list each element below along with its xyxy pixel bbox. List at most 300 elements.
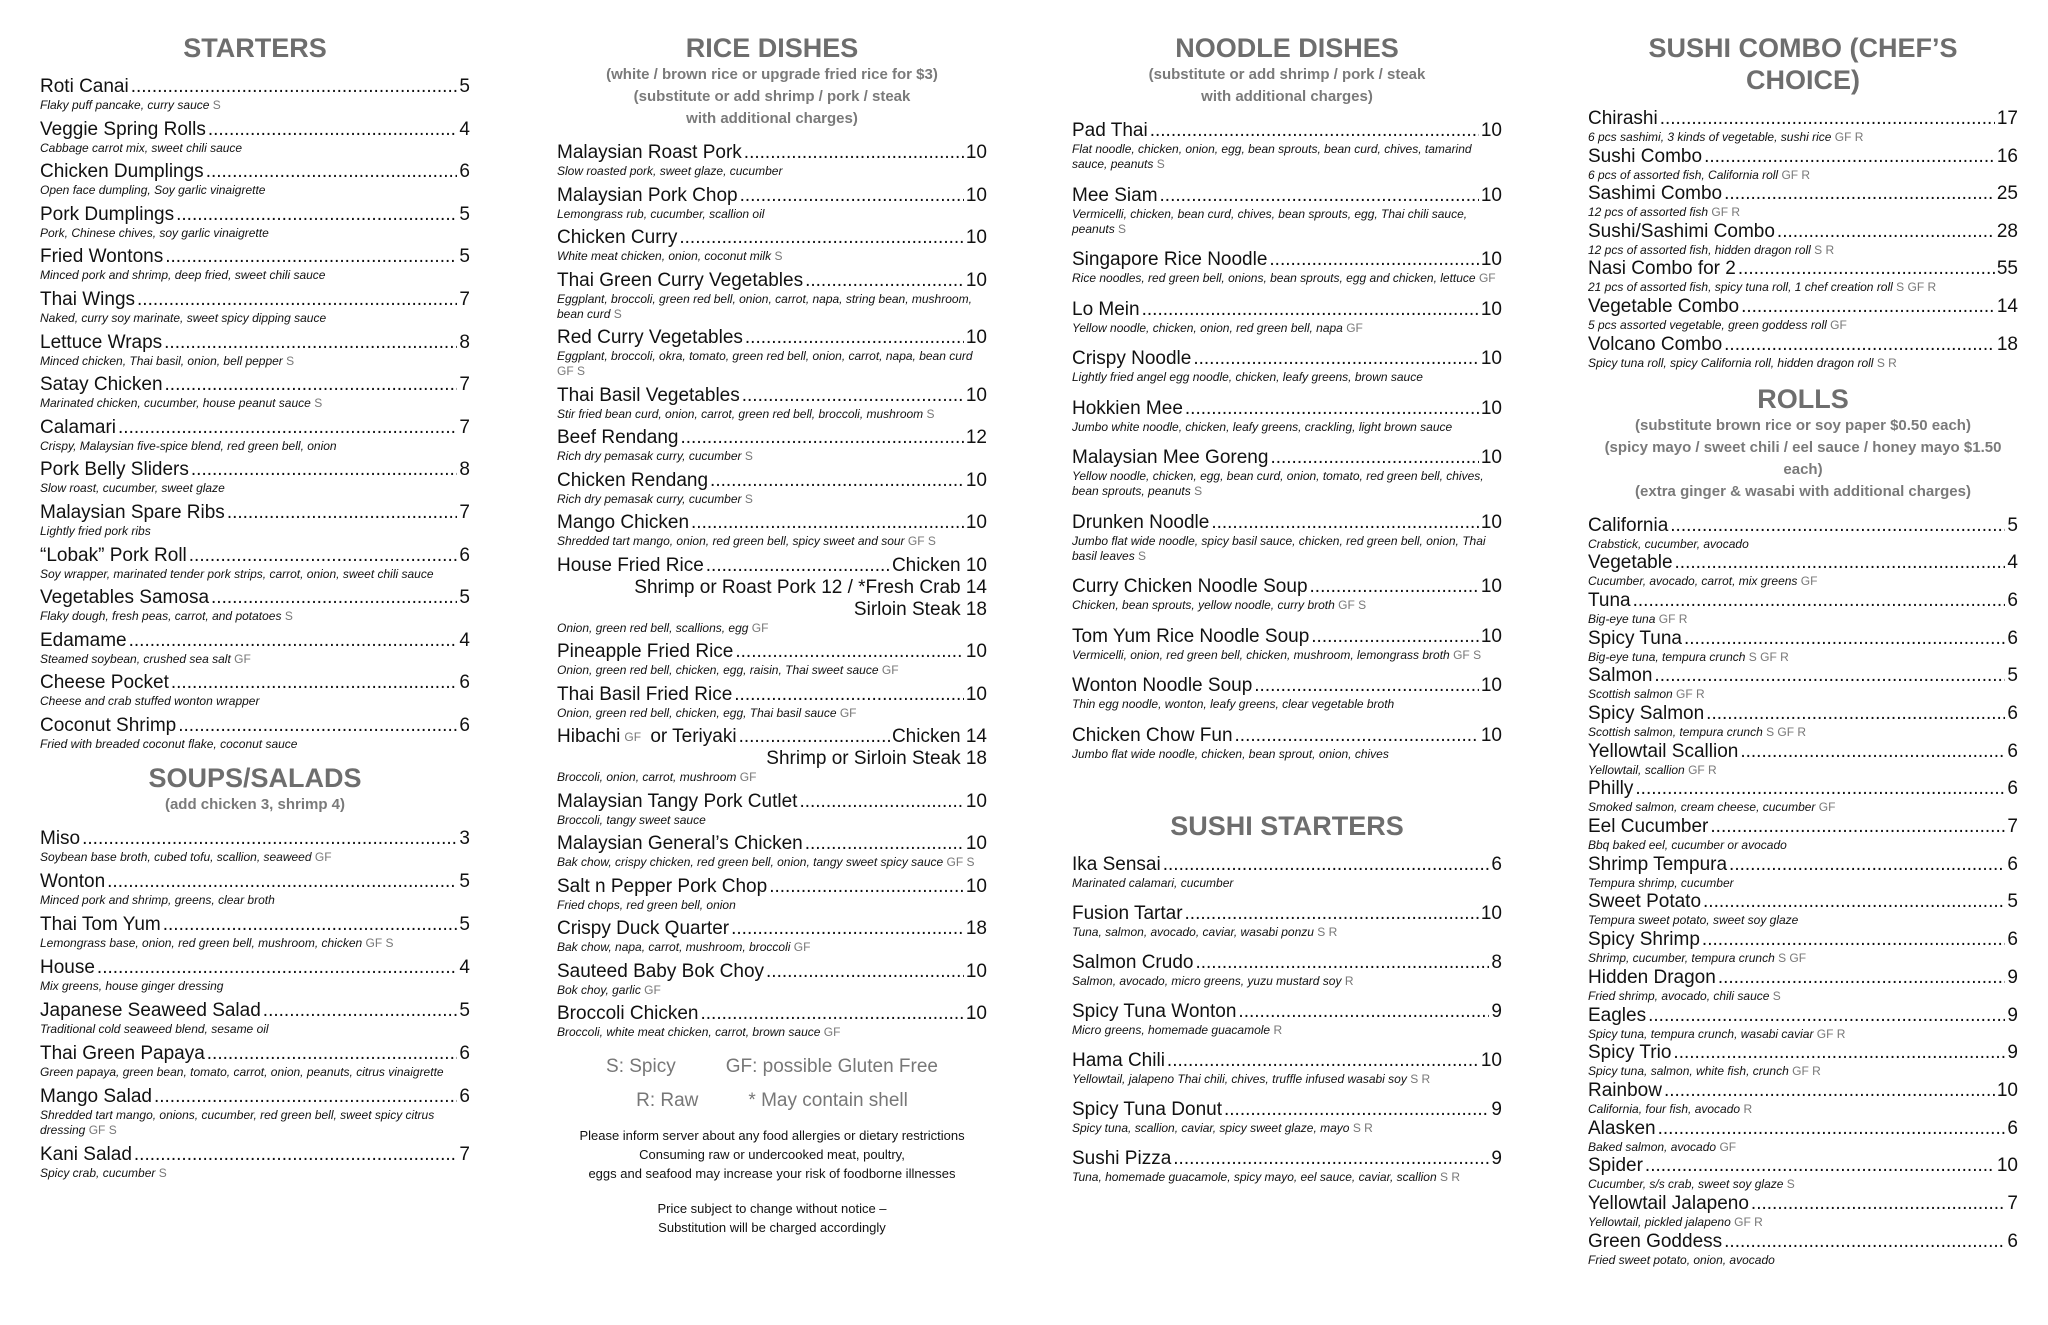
dot-leader bbox=[165, 246, 457, 268]
item-description-text: Rich dry pemasak curry, cucumber bbox=[557, 449, 742, 463]
item-name: Thai Basil Fried Rice bbox=[557, 683, 733, 705]
item-name-row bbox=[1072, 725, 1502, 747]
item-description bbox=[1588, 318, 2018, 333]
item-description bbox=[40, 1166, 470, 1181]
item-price: 28 bbox=[1996, 220, 2018, 242]
item-description-text: Pork, Chinese chives, soy garlic vinaigrette bbox=[40, 225, 269, 240]
item-description-text: Vermicelli, chicken, bean curd, chives, bean sprouts, egg, Thai chili sauce, peanuts bbox=[1072, 206, 1468, 236]
menu-item bbox=[557, 185, 987, 222]
item-price: 10 bbox=[1480, 675, 1502, 696]
item-name-row bbox=[40, 161, 470, 183]
item-name-row bbox=[1588, 552, 2018, 574]
item-price: 8 bbox=[459, 459, 470, 481]
item-price: Chicken 14 bbox=[891, 726, 987, 747]
item-price: 10 bbox=[1480, 902, 1502, 924]
item-name: Japanese Seaweed Salad bbox=[40, 999, 261, 1021]
item-description-text: Vermicelli, onion, red green bell, chicken, mushroom, lemongrass broth bbox=[1072, 647, 1450, 662]
item-description bbox=[1588, 800, 2018, 815]
item-diet-tags: S bbox=[284, 609, 293, 624]
item-name-row bbox=[40, 1000, 470, 1022]
dot-leader bbox=[1729, 854, 2005, 876]
item-name-row bbox=[40, 715, 470, 737]
item-price: 10 bbox=[965, 142, 987, 163]
menu-item bbox=[1588, 1193, 2018, 1230]
dot-leader bbox=[1185, 398, 1479, 420]
item-description bbox=[1588, 168, 2018, 183]
item-description bbox=[1072, 321, 1502, 336]
item-price: 10 bbox=[1480, 249, 1502, 270]
item-name: Chicken Curry bbox=[557, 227, 678, 248]
item-name-row bbox=[557, 961, 987, 983]
menu-item bbox=[1588, 1155, 2018, 1192]
item-price: 6 bbox=[2007, 627, 2018, 649]
menu-item bbox=[40, 957, 470, 994]
dot-leader bbox=[1269, 249, 1478, 271]
item-name-row bbox=[1588, 221, 2018, 243]
section-subtitle: (spicy mayo / sweet chili / eel sauce / honey mayo $1.50 each) bbox=[1604, 438, 2002, 478]
menu-item bbox=[1072, 1148, 1502, 1185]
menu-item bbox=[1588, 703, 2018, 740]
menu-item bbox=[557, 327, 987, 379]
item-price: 10 bbox=[1480, 576, 1502, 597]
item-description-text: Spicy tuna, scallion, caviar, spicy sweet glaze, mayo bbox=[1072, 1120, 1350, 1135]
item-description-text: 5 pcs assorted vegetable, green goddess roll bbox=[1588, 317, 1827, 332]
item-description bbox=[1072, 1170, 1502, 1185]
dot-leader bbox=[805, 833, 964, 855]
menu-item bbox=[557, 791, 987, 828]
item-name-row bbox=[40, 914, 470, 936]
item-diet-tags: GF S bbox=[946, 855, 975, 869]
menu-item bbox=[40, 1086, 470, 1138]
item-name: Malaysian General’s Chicken bbox=[557, 833, 803, 854]
item-name: Eel Cucumber bbox=[1588, 816, 1709, 838]
item-name: Vegetable Combo bbox=[1588, 295, 1740, 317]
item-description bbox=[557, 249, 987, 264]
item-description-text: 12 pcs of assorted fish bbox=[1588, 205, 1709, 220]
menu-item bbox=[1588, 183, 2018, 220]
menu-item bbox=[1588, 334, 2018, 371]
menu-item bbox=[1072, 675, 1502, 712]
item-name: Nasi Combo for 2 bbox=[1588, 258, 1736, 280]
item-description-text: Onion, green red bell, scallions, egg bbox=[557, 620, 749, 635]
item-description bbox=[1588, 913, 2018, 928]
item-price: 7 bbox=[459, 374, 470, 396]
dot-leader bbox=[1710, 816, 2005, 838]
dot-leader bbox=[118, 417, 457, 439]
item-name: “Lobak” Pork Roll bbox=[40, 544, 187, 566]
item-name-row bbox=[1588, 628, 2018, 650]
item-name: Tuna bbox=[1588, 589, 1631, 611]
menu-item bbox=[1588, 929, 2018, 966]
dot-leader bbox=[1660, 108, 1995, 130]
menu-item bbox=[557, 684, 987, 721]
dot-leader bbox=[1270, 447, 1478, 469]
item-price: 5 bbox=[459, 246, 470, 268]
item-diet-tags: S R bbox=[1439, 1169, 1460, 1184]
item-price: 10 bbox=[965, 269, 987, 291]
item-diet-tags: GF R bbox=[1734, 1214, 1763, 1229]
item-diet-tags: S R bbox=[1876, 355, 1897, 370]
item-name: Thai Tom Yum bbox=[40, 913, 161, 935]
item-description-text: Crispy, Malaysian five-spice blend, red green bell, onion bbox=[40, 438, 337, 453]
item-description-text: Broccoli, tangy sweet sauce bbox=[557, 812, 706, 827]
menu-section bbox=[40, 762, 470, 1181]
notice-line: eggs and seafood may increase your risk of foodborne illnesses bbox=[588, 1166, 956, 1181]
item-name: Lettuce Wraps bbox=[40, 331, 163, 353]
item-name: Edamame bbox=[40, 629, 127, 651]
item-description-text: Jumbo flat wide noodle, chicken, bean sprout, onion, chives bbox=[1072, 746, 1389, 761]
dot-leader bbox=[1684, 628, 2005, 650]
menu-item bbox=[557, 726, 987, 785]
item-name-row bbox=[1072, 1099, 1502, 1121]
item-name-row bbox=[1588, 703, 2018, 725]
menu-item bbox=[1072, 447, 1502, 499]
item-name-row bbox=[1588, 854, 2018, 876]
item-name: Coconut Shrimp bbox=[40, 714, 177, 736]
item-name: Thai Basil Vegetables bbox=[557, 384, 740, 406]
item-description bbox=[40, 481, 470, 496]
item-description bbox=[1072, 974, 1502, 989]
item-name-row bbox=[40, 204, 470, 226]
item-price: 8 bbox=[459, 331, 470, 353]
menu-item bbox=[1072, 398, 1502, 435]
item-name: Salmon Crudo bbox=[1072, 951, 1194, 973]
menu-item bbox=[557, 512, 987, 549]
item-price: 10 bbox=[1480, 1049, 1502, 1071]
item-name-row bbox=[557, 185, 987, 207]
item-diet-tags: GF bbox=[739, 770, 757, 784]
dot-leader bbox=[1704, 146, 1995, 168]
item-description-text: Bbq baked eel, cucumber or avocado bbox=[1588, 838, 1787, 853]
item-name-row bbox=[40, 672, 470, 694]
dot-leader bbox=[107, 871, 457, 893]
item-name: Satay Chicken bbox=[40, 374, 163, 396]
item-price: 3 bbox=[459, 827, 470, 849]
item-price: 6 bbox=[2007, 1230, 2018, 1252]
legend-entry: S: Spicy bbox=[606, 1056, 676, 1077]
item-diet-tags: S bbox=[1786, 1177, 1795, 1192]
menu-item bbox=[1072, 348, 1502, 385]
item-price: 9 bbox=[2007, 1004, 2018, 1026]
menu-item bbox=[40, 204, 470, 241]
section-subtitle: (substitute or add shrimp / pork / steak bbox=[633, 88, 911, 105]
item-diet-tags: GF bbox=[644, 982, 661, 997]
section-title: SOUPS/SALADS bbox=[148, 762, 362, 793]
item-diet-tags: R bbox=[1344, 973, 1354, 988]
dot-leader bbox=[734, 684, 964, 706]
item-price: 10 bbox=[965, 184, 987, 206]
item-description-text: Jumbo white noodle, chicken, leafy greens, crackling, light brown sauce bbox=[1072, 419, 1453, 434]
item-name-row bbox=[1588, 1042, 2018, 1064]
item-price: 10 bbox=[1480, 724, 1502, 746]
menu-section bbox=[1072, 32, 1502, 762]
item-description bbox=[557, 407, 987, 422]
item-description-text: Rice noodles, red green bell, onions, bean sprouts, egg and chicken, lettuce bbox=[1072, 271, 1476, 285]
dot-leader bbox=[1706, 703, 2005, 725]
item-description bbox=[40, 936, 470, 951]
item-description bbox=[1588, 205, 2018, 220]
item-name: Spicy Salmon bbox=[1588, 703, 1705, 724]
menu-item bbox=[1588, 1231, 2018, 1268]
menu-item bbox=[557, 142, 987, 179]
dot-leader bbox=[1738, 258, 1995, 280]
menu-column-4 bbox=[1588, 32, 2018, 1268]
item-price: 5 bbox=[2007, 665, 2018, 687]
dot-leader bbox=[134, 1144, 458, 1166]
item-price: 9 bbox=[2007, 1042, 2018, 1064]
item-description bbox=[1588, 650, 2018, 665]
dot-leader bbox=[679, 227, 963, 249]
item-diet-tags: S bbox=[212, 98, 221, 112]
item-price: 6 bbox=[459, 1042, 470, 1064]
item-description bbox=[40, 893, 470, 908]
item-price: 5 bbox=[2007, 891, 2018, 913]
dot-leader bbox=[1235, 725, 1479, 747]
menu-item bbox=[557, 1003, 987, 1040]
item-name-row bbox=[1588, 778, 2018, 800]
item-price: 18 bbox=[1996, 333, 2018, 355]
menu-section bbox=[1588, 383, 2018, 1268]
item-name-row bbox=[1588, 816, 2018, 838]
item-price: 9 bbox=[1491, 1000, 1502, 1022]
item-description bbox=[1072, 598, 1502, 613]
item-name-row bbox=[557, 427, 987, 449]
dot-leader bbox=[1163, 854, 1490, 876]
item-description bbox=[40, 652, 470, 667]
menu-item bbox=[1072, 249, 1502, 286]
menu-item bbox=[40, 417, 470, 454]
menu-item bbox=[40, 914, 470, 951]
dot-leader bbox=[137, 289, 457, 311]
item-name: Thai Green Curry Vegetables bbox=[557, 269, 804, 291]
item-diet-tags: S bbox=[926, 406, 935, 421]
menu-item bbox=[1588, 552, 2018, 589]
menu-item bbox=[1588, 296, 2018, 333]
menu-item bbox=[1588, 778, 2018, 815]
menu-item bbox=[40, 289, 470, 326]
item-diet-tags: GF R bbox=[1658, 611, 1688, 626]
item-description-text: Cucumber, s/s crab, sweet soy glaze bbox=[1588, 1177, 1784, 1192]
item-description bbox=[557, 621, 987, 636]
item-name-row bbox=[40, 871, 470, 893]
item-name: Spicy Tuna Wonton bbox=[1072, 1000, 1237, 1022]
item-description-text: Slow roast, cucumber, sweet glaze bbox=[40, 481, 225, 496]
item-name-row bbox=[557, 833, 987, 855]
item-diet-tags: GF R bbox=[1834, 130, 1864, 144]
item-description-text: White meat chicken, onion, coconut milk bbox=[557, 249, 772, 263]
dot-leader bbox=[1658, 1118, 2006, 1140]
item-diet-tags: GF bbox=[1800, 574, 1818, 589]
item-price: 6 bbox=[459, 714, 470, 736]
menu-item bbox=[1588, 258, 2018, 295]
section-title: NOODLE DISHES bbox=[1175, 33, 1399, 63]
menu-item bbox=[40, 332, 470, 369]
item-diet-tags: GF bbox=[1346, 320, 1363, 335]
item-price: 10 bbox=[1480, 120, 1502, 141]
item-description bbox=[40, 396, 470, 411]
item-description-text: Yellow noodle, chicken, onion, red green bell, napa bbox=[1072, 320, 1343, 335]
item-name: Wonton bbox=[40, 870, 106, 892]
section-subtitle: (substitute or add shrimp / pork / steak bbox=[1148, 66, 1426, 83]
item-name: Volcano Combo bbox=[1588, 333, 1723, 355]
item-price: 10 bbox=[965, 683, 987, 705]
item-description-text: California, four fish, avocado bbox=[1588, 1101, 1741, 1116]
item-diet-tags: GF bbox=[881, 663, 899, 677]
item-price: 10 bbox=[965, 469, 987, 491]
item-description bbox=[40, 354, 470, 369]
item-name: Malaysian Spare Ribs bbox=[40, 501, 225, 523]
item-name-row bbox=[557, 555, 987, 577]
item-price: 6 bbox=[459, 161, 470, 183]
item-description-text: Soybean base broth, cubed tofu, scallion, seaweed bbox=[40, 849, 312, 864]
item-description-text: Spicy tuna roll, spicy California roll, hidden dragon roll bbox=[1588, 355, 1874, 370]
item-price: 6 bbox=[2007, 929, 2018, 951]
item-description-text: Slow roasted pork, sweet glaze, cucumber bbox=[557, 164, 783, 178]
item-name: Drunken Noodle bbox=[1072, 511, 1210, 533]
dot-leader bbox=[769, 876, 964, 898]
item-description bbox=[40, 567, 470, 582]
item-diet-tags: S bbox=[744, 491, 753, 506]
item-description-text: Big-eye tuna bbox=[1588, 611, 1656, 626]
item-name-row bbox=[557, 1003, 987, 1025]
menu-item bbox=[557, 470, 987, 507]
item-name: Malaysian Roast Pork bbox=[557, 142, 742, 163]
item-description bbox=[1072, 420, 1502, 435]
item-price: 9 bbox=[1491, 1098, 1502, 1120]
item-price: 6 bbox=[2007, 778, 2018, 800]
item-description-text: Scottish salmon, tempura crunch bbox=[1588, 725, 1763, 739]
item-description bbox=[40, 694, 470, 709]
item-name: Sweet Potato bbox=[1588, 891, 1702, 913]
menu-item bbox=[40, 587, 470, 624]
item-description bbox=[40, 183, 470, 198]
item-description-text: Yellowtail, pickled jalapeno bbox=[1588, 1214, 1731, 1229]
dot-leader bbox=[97, 957, 458, 979]
item-description bbox=[557, 492, 987, 507]
menu-section bbox=[40, 32, 470, 752]
item-name-row bbox=[1588, 183, 2018, 205]
menu-section bbox=[1588, 32, 2018, 371]
item-name-row bbox=[1588, 1118, 2018, 1140]
item-description-text: Shredded tart mango, onions, cucumber, red green bell, sweet spicy citrus dressing bbox=[40, 1107, 435, 1137]
item-description bbox=[1072, 1072, 1502, 1087]
section-spacer bbox=[1072, 108, 1502, 120]
dot-leader bbox=[1160, 185, 1479, 207]
item-name-row bbox=[40, 502, 470, 524]
item-description bbox=[557, 663, 987, 678]
item-description-text: Salmon, avocado, micro greens, yuzu mustard soy bbox=[1072, 973, 1342, 988]
menu-column-3 bbox=[1072, 32, 1502, 1197]
item-description bbox=[1072, 534, 1502, 564]
item-name-row bbox=[1588, 1005, 2018, 1027]
dot-leader bbox=[1664, 1080, 1995, 1102]
item-name-row bbox=[1588, 929, 2018, 951]
item-name-row bbox=[1072, 185, 1502, 207]
item-name: Thai Green Papaya bbox=[40, 1042, 205, 1064]
item-price: 7 bbox=[459, 501, 470, 523]
item-name: Sushi Pizza bbox=[1072, 1147, 1172, 1169]
section-title: ROLLS bbox=[1757, 383, 1849, 414]
item-description bbox=[557, 855, 987, 870]
item-name-row bbox=[557, 327, 987, 349]
item-description bbox=[1588, 243, 2018, 258]
item-name: House bbox=[40, 956, 95, 978]
item-price: 4 bbox=[2007, 552, 2018, 574]
item-price: 7 bbox=[2007, 816, 2018, 838]
item-description-text: Tuna, homemade guacamole, spicy mayo, eel sauce, caviar, scallion bbox=[1072, 1169, 1437, 1184]
notice-line: Substitution will be charged accordingly bbox=[658, 1220, 886, 1235]
item-name-row bbox=[1072, 299, 1502, 321]
item-diet-tags: GF R bbox=[1781, 167, 1811, 182]
item-description bbox=[40, 737, 470, 752]
item-price: 10 bbox=[1480, 184, 1502, 206]
item-name: Hibachi bbox=[557, 726, 621, 747]
item-description bbox=[1588, 574, 2018, 589]
item-description bbox=[1588, 763, 2018, 778]
dot-leader bbox=[1195, 952, 1489, 974]
notice-line: Consuming raw or undercooked meat, poultry, bbox=[639, 1147, 905, 1162]
item-price: 10 bbox=[1996, 1079, 2018, 1101]
item-description bbox=[40, 268, 470, 283]
item-description-text: Lightly fried angel egg noodle, chicken, leafy greens, brown sauce bbox=[1072, 370, 1423, 384]
item-description-text: Flaky dough, fresh peas, carrot, and potatoes bbox=[40, 609, 282, 624]
item-name-suffix: or Teriyaki bbox=[645, 726, 737, 747]
menu-item bbox=[557, 833, 987, 870]
item-diet-tags: R bbox=[1273, 1022, 1283, 1037]
item-description-text: 21 pcs of assorted fish, spicy tuna roll, 1 chef creation roll bbox=[1588, 280, 1893, 295]
item-description-text: Marinated chicken, cucumber, house peanut sauce bbox=[40, 396, 311, 411]
item-description-text: Naked, curry soy marinate, sweet spicy dipping sauce bbox=[40, 310, 327, 325]
item-name: Pineapple Fried Rice bbox=[557, 641, 734, 662]
item-description-text: Rich dry pemasak curry, cucumber bbox=[557, 491, 742, 506]
item-price: 10 bbox=[965, 227, 987, 248]
section-subtitle: with additional charges) bbox=[1201, 88, 1373, 105]
item-description-text: Fried chops, red green bell, onion bbox=[557, 897, 736, 912]
item-diet-tags: S GF bbox=[1778, 951, 1807, 966]
item-name: Pork Belly Sliders bbox=[40, 459, 189, 481]
item-description bbox=[40, 979, 470, 994]
item-name-row bbox=[557, 512, 987, 534]
item-description bbox=[1072, 207, 1502, 237]
section-spacer bbox=[1588, 96, 2018, 108]
menu-section bbox=[557, 32, 987, 1040]
dot-leader bbox=[165, 374, 458, 396]
item-diet-tags: GF bbox=[839, 705, 857, 720]
item-description-text: Jumbo flat wide noodle, spicy basil sauce, chicken, red green bell, onion, Thai basil leaves bbox=[1072, 533, 1486, 563]
section-spacer bbox=[557, 130, 987, 142]
menu-item bbox=[1588, 854, 2018, 891]
menu-column-1 bbox=[40, 32, 470, 1187]
item-description-text: Cheese and crab stuffed wonton wrapper bbox=[40, 694, 260, 709]
item-name: Mee Siam bbox=[1072, 184, 1158, 206]
item-price: 10 bbox=[1480, 447, 1502, 468]
item-diet-tags: R bbox=[1743, 1101, 1753, 1116]
item-name-row bbox=[1072, 576, 1502, 598]
dot-leader bbox=[82, 828, 457, 850]
dot-leader bbox=[1185, 903, 1479, 925]
item-description-text: Lightly fried pork ribs bbox=[40, 523, 151, 538]
dot-leader bbox=[1211, 512, 1479, 534]
item-description-text: Scottish salmon bbox=[1588, 687, 1673, 702]
item-diet-tags: S R bbox=[1814, 242, 1835, 257]
menu-item bbox=[40, 630, 470, 667]
dot-leader bbox=[1718, 967, 2006, 989]
item-description-text: Spicy tuna, tempura crunch, wasabi caviar bbox=[1588, 1026, 1814, 1041]
dot-leader bbox=[129, 630, 458, 652]
item-description bbox=[557, 1025, 987, 1040]
item-name: Malaysian Mee Goreng bbox=[1072, 447, 1269, 468]
item-diet-tags: GF bbox=[823, 1025, 841, 1039]
